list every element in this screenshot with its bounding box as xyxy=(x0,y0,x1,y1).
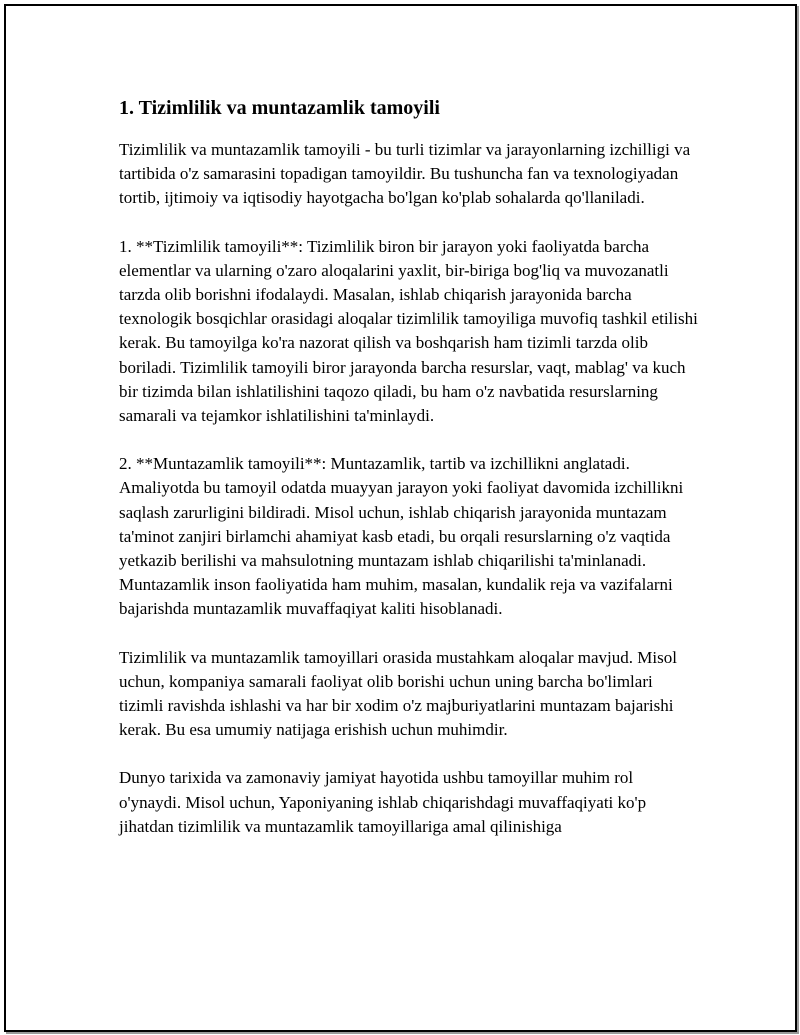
section-heading: 1. Tizimlilik va muntazamlik tamoyili xyxy=(119,97,440,119)
paragraph-intro: Tizimlilik va muntazamlik tamoyili - bu turli tizimlar va jarayonlarning izchilligi va tartibida o'z samarasini topadigan tamoyildir. Bu tushuncha fan va texnologiyadan tortib, ijtimoiy va iqtisodiy hayotgacha bo'lgan ko'plab sohalarda qo'llaniladi. xyxy=(119,140,691,208)
paragraph-systematicity: 1. **Tizimlilik tamoyili**: Tizimlilik biron bir jarayon yoki faoliyatda barcha elementlar va ularning o'zaro aloqalarini yaxlit, bir-biriga bog'liq va muvozanatli tarzda olib borishni ifodalaydi. Masalan, ishlab chiqarish jarayonida barcha texnologik bosqichlar orasidagi aloqalar tizimlilik tamoyiliga muvofiq tashkil etilishi kerak. Bu tamoyilga ko'ra nazorat qilish va boshqarish ham tizimli tarzda olib boriladi. Tizimlilik tamoyili biror jarayonda barcha resurslar, vaqt, mablag' va kuch bir tizimda bilan ishlatilishini taqozo qiladi, bu ham o'z navbatida resurslarning samarali va tejamkor ishlatilishini ta'minlaydi. xyxy=(119,236,698,426)
paragraph-relationship: Tizimlilik va muntazamlik tamoyillari orasida mustahkam aloqalar mavjud. Misol uchun, kompaniya samarali faoliyat olib borishi uchun uning barcha bo'limlari tizimli ravishda ishlashi va har bir xodim o'z majburiyatlarini muntazam bajarishi kerak. Bu esa umumiy natijaga erishish uchun muhimdir. xyxy=(119,647,677,740)
document-page xyxy=(4,4,797,1032)
paragraph-history: Dunyo tarixida va zamonaviy jamiyat hayotida ushbu tamoyillar muhim rol o'ynaydi. Misol uchun, Yaponiyaning ishlab chiqarishdagi muvaffaqiyati ko'p jihatdan tizimlilik va muntazamlik tamoyillariga amal qilinishiga xyxy=(119,768,647,836)
document-body xyxy=(119,94,699,863)
paragraph-regularity: 2. **Muntazamlik tamoyili**: Muntazamlik, tartib va izchillikni anglatadi. Amaliyotda bu tamoyil odatda muayyan jarayon yoki faoliyat davomida izchillikni saqlash zarurligini bildiradi. Misol uchun, ishlab chiqarish jarayonida muntazam ta'minot zanjiri birlamchi ahamiyat kasb etadi, bu orqali resurslarning o'z vaqtida yetkazib berilishi va mahsulotning muntazam ishlab chiqarilishi ta'minlanadi. Muntazamlik inson faoliyatida ham muhim, masalan, kundalik reja va vazifalarni bajarishda muntazamlik muvaffaqiyat kaliti hisoblanadi. xyxy=(119,454,684,619)
